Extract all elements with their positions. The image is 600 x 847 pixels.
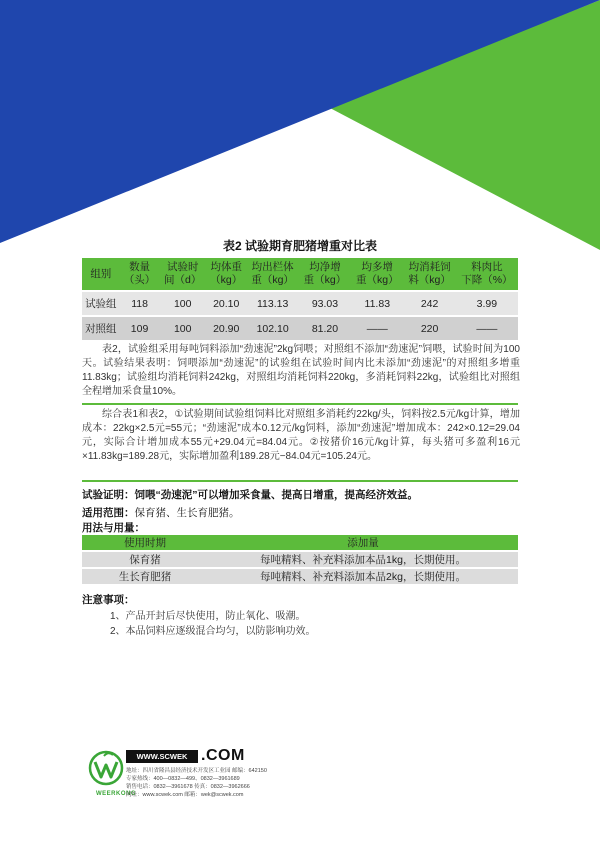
header-avg-weight: 均体重 （kg） bbox=[206, 258, 247, 290]
table2-explanation: 表2，试验组采用每吨饲料添加“劲速泥”2kg饲喂；对照组不添加“劲速泥”饲喂，试验时间为100天。试验结果表明：饲喂添加“劲速泥”的试验组在试验时间内比未添加“劲速泥”的对照组多增重11.83kg；试验组均消耗饲料242kg，对照组均消耗饲料220kg，多消耗饲料22kg，试验组比对照组全程增加采食量10%。 bbox=[82, 344, 520, 397]
footer-web: 网址：www.scwek.com 邮箱：wek@scwek.com bbox=[126, 792, 244, 798]
header-feed: 均消耗饲 料（kg） bbox=[403, 258, 455, 290]
header-extra-gain: 均多增 重（kg） bbox=[351, 258, 403, 290]
usage-table bbox=[82, 535, 518, 584]
note-item: 2、本品饲料应逐级混合均匀，以防影响功效。 bbox=[110, 626, 316, 637]
header-banner bbox=[0, 0, 600, 250]
header-ratio: 料肉比 下降（%） bbox=[456, 258, 518, 290]
usage-header-period: 使用时期 bbox=[82, 535, 208, 550]
logo-wordmark: WEERKONG bbox=[96, 791, 136, 797]
header-count: 数量 （头） bbox=[120, 258, 160, 290]
header-net-gain: 均净增 重（kg） bbox=[299, 258, 351, 290]
table-row: 保育猪 每吨精料、补充料添加本品1kg，长期使用。 bbox=[82, 552, 518, 567]
cost-benefit-summary: 综合表1和表2，①试验期间试验组饲料比对照组多消耗约22kg/头，饲料按2.5元/kg计算，增加成本：22kg×2.5元=55元；“劲速泥”成本0.12元/kg饲料，添加“劲速泥”增加成本：242×0.12=29.04元，实际合计增加成本55元+29.04元=84.04元。②按猪价16元/kg计算，每头猪可多盈利16元×11.83kg=189.28元，实际增加盈利189.28元−84.04元=105.24元。 bbox=[82, 409, 520, 462]
note-item: 1、产品开封后尽快使用，防止氧化、吸潮。 bbox=[110, 611, 306, 622]
usage-header-row bbox=[82, 535, 518, 550]
notes-heading: 注意事项： bbox=[82, 594, 135, 606]
scope-label: 适用范围： bbox=[82, 507, 135, 519]
website-prefix: WWW.SCWEK bbox=[126, 750, 198, 763]
proof-statement: 试验证明：饲喂“劲速泥”可以增加采食量、提高日增重，提高经济效益。 bbox=[82, 489, 418, 501]
divider bbox=[82, 403, 518, 405]
table2-title: 表2 试验期育肥猪增重对比表 bbox=[222, 239, 377, 253]
usage-heading: 用法与用量： bbox=[82, 522, 145, 534]
table-header-row bbox=[82, 258, 518, 290]
scope-text: 保育猪、生长育肥猪。 bbox=[134, 507, 240, 519]
footer-address: 地址：四川省隆昌县经济技术开发区工业园 邮编：642150 bbox=[126, 768, 267, 774]
weight-gain-table bbox=[82, 258, 518, 340]
table-row: 对照组 109 100 20.90 102.10 81.20 —— 220 —— bbox=[82, 317, 518, 340]
divider bbox=[82, 480, 518, 482]
company-footer bbox=[88, 747, 288, 805]
usage-header-dosage: 添加量 bbox=[208, 535, 518, 550]
footer-hotline: 专家热线：400—0832—499、0832—3961689 bbox=[126, 776, 240, 782]
scope-line bbox=[82, 505, 240, 520]
website-suffix: .COM bbox=[201, 747, 245, 764]
footer-phone: 销售电话：0832—3961678 传真：0832—3962666 bbox=[126, 784, 250, 790]
header-group: 组别 bbox=[82, 258, 120, 290]
table-row: 试验组 118 100 20.10 113.13 93.03 11.83 242 3.99 bbox=[82, 292, 518, 315]
company-logo-icon bbox=[88, 750, 124, 788]
header-out-weight: 均出栏体 重（kg） bbox=[246, 258, 298, 290]
header-days: 试验时 间（d） bbox=[160, 258, 206, 290]
table-row: 生长育肥猪 每吨精料、补充料添加本品2kg，长期使用。 bbox=[82, 569, 518, 584]
